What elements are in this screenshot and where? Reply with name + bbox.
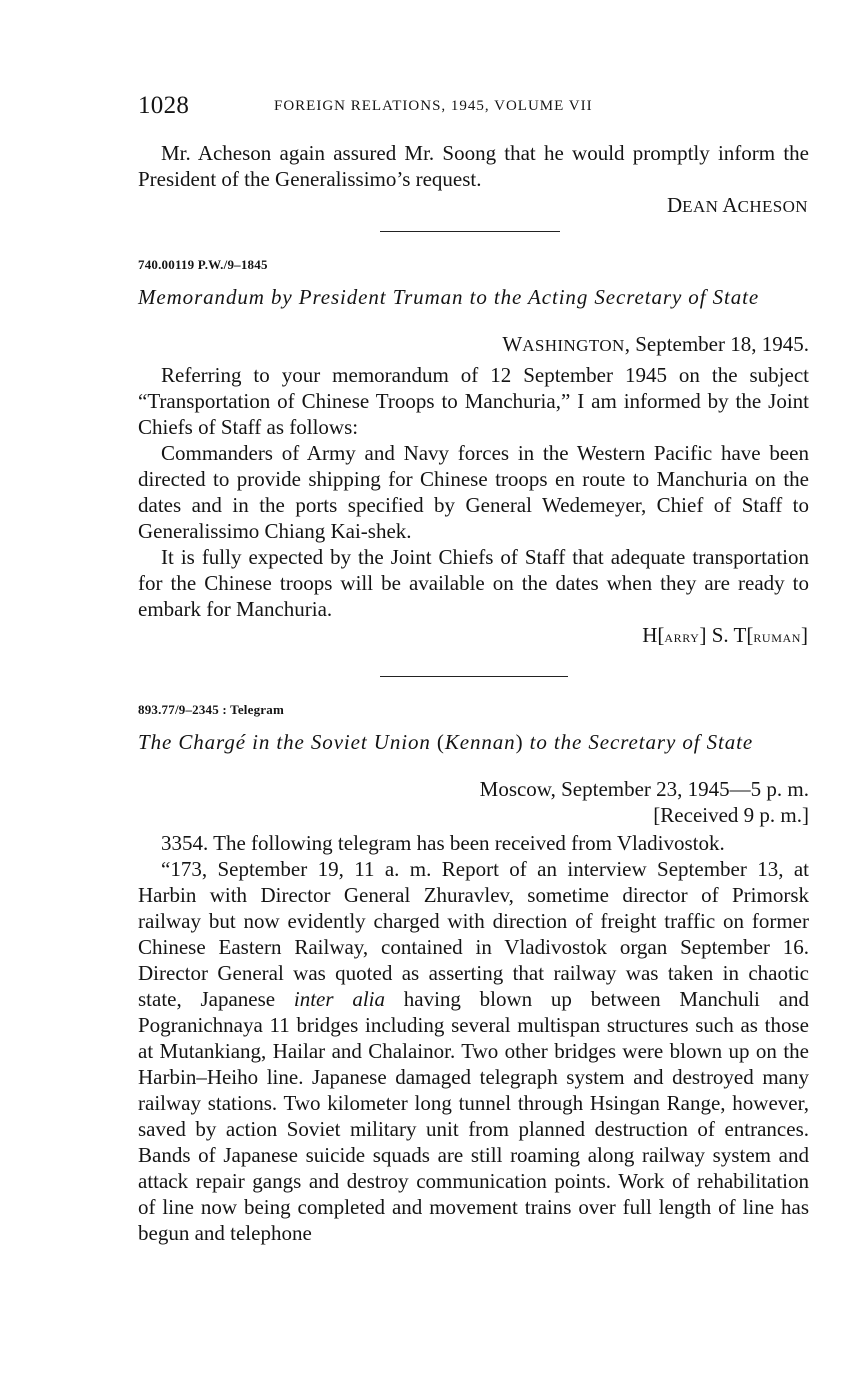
sig-rest-1: EAN (682, 197, 719, 216)
memo-paragraph-1: Referring to your memorandum of 12 September 1945 on the subject “Transportation of Chinese Troops to Manchuria,” I am informed by the Joint Chiefs of Staff as follows: (138, 363, 809, 439)
title-paren-close: ) (515, 730, 524, 754)
sig-h: H[ (642, 623, 665, 647)
memorandum-body (138, 362, 809, 651)
dateline-place-rest: ASHINGTON (522, 336, 625, 355)
telegram-paragraph-2 (138, 856, 809, 1246)
sig-middle: ] S. T[ (699, 623, 754, 647)
title-part-2: to the Secretary of State (523, 730, 754, 754)
memo-paragraph-2: Commanders of Army and Navy forces in the Western Pacific have been directed to provide shipping for Chinese troops en route to Manchuria on the dates and in the ports specified by General Wedemeyer, Chief of Staff to Generalissimo Chiang Kai-shek. (138, 441, 809, 543)
dateline-place-initial: W (502, 332, 523, 356)
dateline-1 (138, 331, 809, 359)
file-reference-2: 893.77/9–2345 : Telegram (138, 702, 284, 717)
memo-paragraph-3: It is fully expected by the Joint Chiefs of Staff that adequate transportation for the Chinese troops will be available on the dates when they are ready to embark for Manchuria. (138, 545, 809, 621)
section-divider-2 (380, 676, 568, 677)
telegram-italic-phrase: inter alia (293, 987, 385, 1011)
page-number: 1028 (138, 92, 190, 119)
closing-paragraph: Mr. Acheson again assured Mr. Soong that he would promptly inform the President of the Generalissimo’s request. (138, 141, 809, 191)
telegram-text-a: “173, September 19, 11 a. m. Report of an interview September 13, at Harbin with Director General Zhuravlev, sometime director of Primorsk railway but now evidently charged with direction of freight traffic on former Chinese Eastern Railway, contained in Vladivostok organ September 16. Director General was quoted as asserting that railway was taken in chaotic state, Japanese (138, 857, 809, 1011)
sig-initial-1: D (667, 193, 683, 217)
running-title: FOREIGN RELATIONS, 1945, VOLUME VII (274, 98, 593, 114)
dateline-date: , September 18, 1945. (624, 332, 809, 356)
title-part-1: The Chargé in the Soviet Union (138, 730, 437, 754)
signature-acheson (138, 192, 809, 220)
sig-initial-2: A (722, 193, 738, 217)
section-divider-1 (380, 231, 560, 232)
telegram-body (138, 830, 809, 1246)
telegram-paragraph-1: 3354. The following telegram has been received from Vladivostok. (161, 831, 725, 855)
title-paren-open: ( (436, 730, 445, 754)
sig-end: ] (801, 623, 808, 647)
telegram-text-b: having blown up between Manchuli and Pogranichnaya 11 bridges including several multispan structures such as those at Mutankiang, Hailar and Chalainor. Two other bridges were blown up on the Harbin–Heiho line. Japanese damaged telegraph system and destroyed many railway stations. Two kilometer long tunnel through Hsingan Range, however, saved by action Soviet military unit from planned destruction of entrances. Bands of Japanese suicide squads are still roaming along railway system and attack repair gangs and destroy communication points. Work of rehabilitation of line now being completed and movement trains over full length of line has begun and telephone (138, 987, 809, 1245)
document-title-2 (138, 730, 809, 755)
sig-h-small: ARRY (664, 631, 700, 645)
previous-document-end (138, 140, 809, 220)
received-line: [Received 9 p. m.] (653, 803, 809, 827)
sig-rest-2: CHESON (737, 197, 808, 216)
sig-t-small: RUMAN (753, 631, 801, 645)
running-head (138, 92, 809, 122)
dateline-2: Moscow, September 23, 1945—5 p. m. (479, 777, 809, 801)
document-title-1: Memorandum by President Truman to the Acting Secretary of State (138, 285, 760, 309)
file-reference-1: 740.00119 P.W./9–1845 (138, 257, 268, 272)
signature-truman (138, 622, 809, 651)
title-name: Kennan (444, 730, 516, 754)
